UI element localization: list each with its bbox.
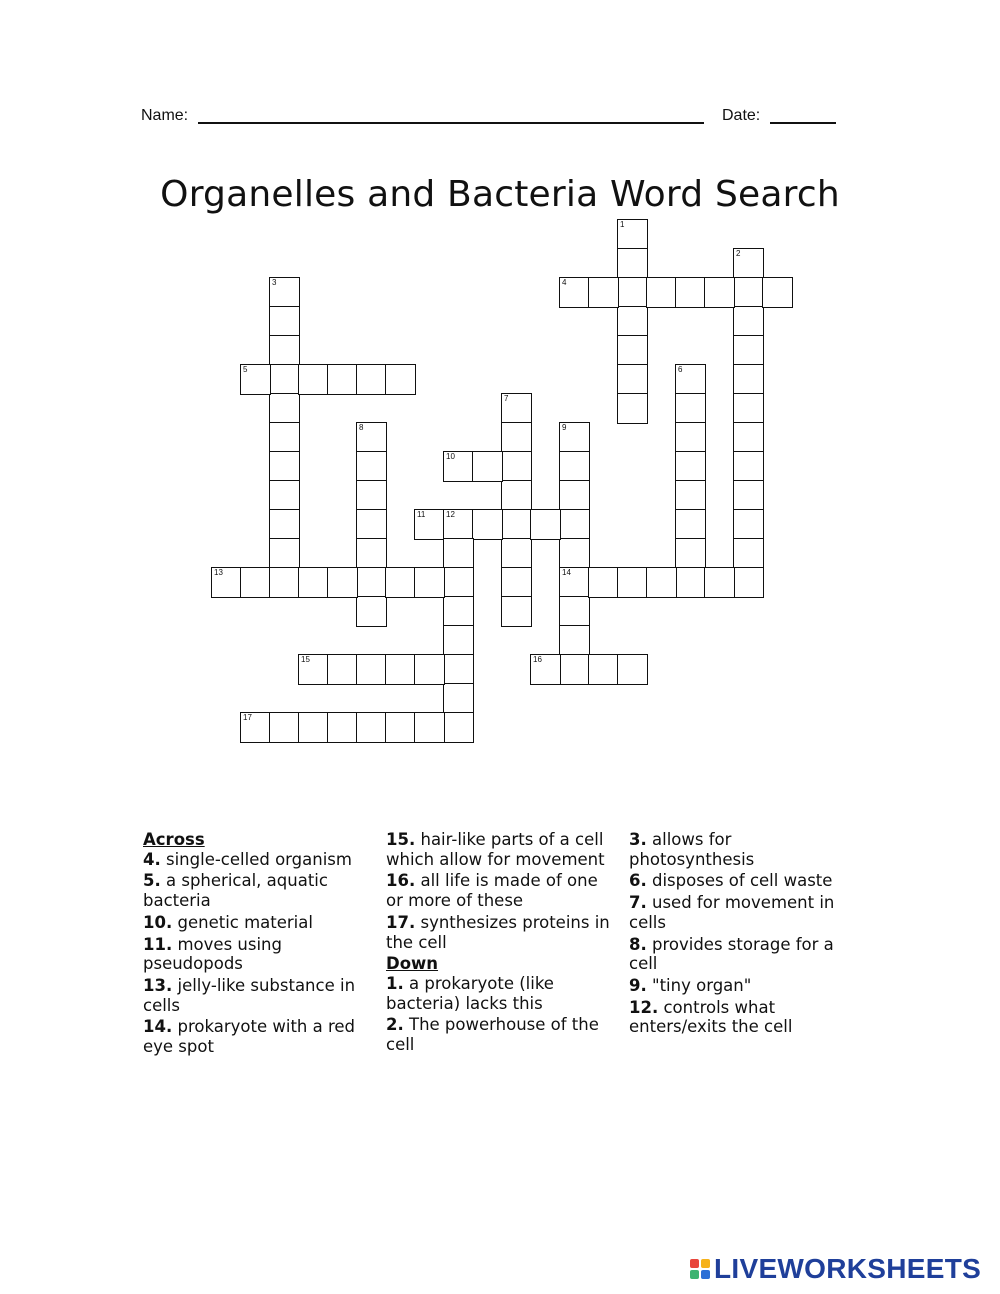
crossword-letter-input[interactable] [560,539,589,568]
crossword-letter-input[interactable] [270,713,299,742]
crossword-cell[interactable] [501,422,532,453]
crossword-cell[interactable] [443,538,474,569]
crossword-cell[interactable] [704,567,735,598]
crossword-cell[interactable] [617,219,648,250]
crossword-letter-input[interactable] [241,365,270,394]
crossword-cell[interactable] [733,248,764,279]
crossword-letter-input[interactable] [270,423,299,452]
crossword-letter-input[interactable] [531,655,560,684]
clue-number: 13 [214,568,223,577]
crossword-letter-input[interactable] [560,510,589,539]
crossword-letter-input[interactable] [589,655,618,684]
crossword-cell[interactable] [443,654,474,685]
clues-column-2 [386,830,616,1057]
crossword-letter-input[interactable] [357,539,386,568]
crossword-letter-input[interactable] [618,307,647,336]
crossword-cell[interactable] [559,277,590,308]
crossword-letter-input[interactable] [444,713,473,742]
crossword-cell[interactable] [414,712,445,743]
crossword-cell[interactable] [675,393,706,424]
crossword-letter-input[interactable] [560,278,589,307]
clues-column-1 [143,830,373,1059]
clue-number: 7 [504,394,509,403]
crossword-cell[interactable] [269,712,300,743]
crossword-cell[interactable] [501,480,532,511]
crossword-letter-input[interactable] [618,249,647,278]
crossword-letter-input[interactable] [473,510,502,539]
crossword-cell[interactable] [617,364,648,395]
crossword-letter-input[interactable] [241,568,270,597]
crossword-letter-input[interactable] [444,626,473,655]
crossword-cell[interactable] [298,654,329,685]
crossword-letter-input[interactable] [415,713,444,742]
crossword-cell[interactable] [530,509,561,540]
crossword-letter-input[interactable] [589,278,618,307]
clue-number: 8 [359,423,364,432]
crossword-cell[interactable] [675,480,706,511]
crossword-letter-input[interactable] [560,481,589,510]
crossword-letter-input[interactable] [386,365,415,394]
crossword-cell[interactable] [414,654,445,685]
crossword-cell[interactable] [501,596,532,627]
crossword-cell[interactable] [327,654,358,685]
crossword-letter-input[interactable] [241,713,270,742]
crossword-cell[interactable] [501,538,532,569]
crossword-letter-input[interactable] [444,655,473,684]
crossword-letter-input[interactable] [270,510,299,539]
crossword-cell[interactable] [269,451,300,482]
crossword-letter-input[interactable] [647,568,676,597]
clue-number: 4 [562,278,567,287]
crossword-cell[interactable] [675,451,706,482]
crossword-cell[interactable] [356,654,387,685]
clue-number: 11 [417,510,426,519]
crossword-cell[interactable] [733,422,764,453]
crossword-cell[interactable] [269,480,300,511]
clue-down-3: 3. allows for photosynthesis [629,830,755,869]
crossword-letter-input[interactable] [618,568,647,597]
crossword-letter-input[interactable] [618,394,647,423]
crossword-letter-input[interactable] [357,423,386,452]
crossword-letter-input[interactable] [647,278,676,307]
crossword-letter-input[interactable] [386,568,415,597]
crossword-cell[interactable] [356,364,387,395]
crossword-letter-input[interactable] [415,510,444,539]
crossword-letter-input[interactable] [734,568,763,597]
crossword-letter-input[interactable] [560,655,589,684]
crossword-cell[interactable] [559,538,590,569]
clue-across-14: 14. prokaryote with a red eye spot [143,1017,356,1057]
crossword-letter-input[interactable] [734,336,763,365]
crossword-letter-input[interactable] [444,539,473,568]
crossword-cell[interactable] [733,277,764,308]
crossword-letter-input[interactable] [444,452,473,481]
crossword-cell[interactable] [588,567,619,598]
crossword-cell[interactable] [327,567,358,598]
crossword-letter-input[interactable] [734,481,763,510]
crossword-letter-input[interactable] [444,684,473,713]
crossword-cell[interactable] [443,712,474,743]
crossword-letter-input[interactable] [734,539,763,568]
crossword-cell[interactable] [501,509,532,540]
crossword-cell[interactable] [356,480,387,511]
crossword-letter-input[interactable] [386,655,415,684]
clue-down-2: 2. The powerhouse of the cell [386,1015,599,1055]
crossword-cell[interactable] [356,712,387,743]
crossword-cell[interactable] [269,393,300,424]
crossword-letter-input[interactable] [589,568,618,597]
crossword-cell[interactable] [733,480,764,511]
crossword-cell[interactable] [675,509,706,540]
crossword-cell[interactable] [733,393,764,424]
crossword-cell[interactable] [385,654,416,685]
crossword-letter-input[interactable] [676,423,705,452]
down-heading: Down [386,954,439,974]
logo-mark-icon [690,1259,710,1279]
crossword-cell[interactable] [356,538,387,569]
crossword-cell[interactable] [559,422,590,453]
clue-across-15: 15. hair-like parts of a cell which allow for movement [386,830,605,869]
crossword-letter-input[interactable] [676,510,705,539]
crossword-cell[interactable] [646,567,677,598]
clue-across-17: 17. synthesizes proteins in the cell [386,912,610,952]
crossword-cell[interactable] [646,277,677,308]
page-title: Organelles and Bacteria Word Search [160,174,840,216]
crossword-cell[interactable] [298,364,329,395]
crossword-letter-input[interactable] [502,423,531,452]
crossword-letter-input[interactable] [299,713,328,742]
crossword-cell[interactable] [559,509,590,540]
crossword-cell[interactable] [269,567,300,598]
clue-number: 10 [446,452,455,461]
crossword-cell[interactable] [617,306,648,337]
crossword-cell[interactable] [443,451,474,482]
crossword-cell[interactable] [327,364,358,395]
clue-down-8: 8. provides storage for a cell [629,934,834,974]
crossword-letter-input[interactable] [357,365,386,394]
clue-number: 14 [562,568,571,577]
crossword-cell[interactable] [588,277,619,308]
clue-across-11: 11. moves using pseudopods [143,934,282,974]
crossword-cell[interactable] [298,712,329,743]
crossword-letter-input[interactable] [357,597,386,626]
crossword-letter-input[interactable] [676,539,705,568]
crossword-letter-input[interactable] [676,452,705,481]
crossword-letter-input[interactable] [357,452,386,481]
crossword-cell[interactable] [675,567,706,598]
crossword-letter-input[interactable] [299,655,328,684]
crossword-cell[interactable] [443,625,474,656]
crossword-letter-input[interactable] [502,539,531,568]
crossword-cell[interactable] [269,335,300,366]
crossword-cell[interactable] [733,364,764,395]
name-label: Name: [141,107,189,124]
crossword-letter-input[interactable] [270,539,299,568]
crossword-letter-input[interactable] [270,394,299,423]
crossword-letter-input[interactable] [734,249,763,278]
crossword-letter-input[interactable] [618,220,647,249]
crossword-cell[interactable] [617,248,648,279]
crossword-cell[interactable] [617,654,648,685]
crossword-letter-input[interactable] [676,481,705,510]
crossword-letter-input[interactable] [531,510,560,539]
crossword-letter-input[interactable] [444,510,473,539]
crossword-letter-input[interactable] [502,597,531,626]
logo-text: LIVEWORKSHEETS [714,1253,982,1284]
crossword-cell[interactable] [269,509,300,540]
crossword-cell[interactable] [704,277,735,308]
crossword-cell[interactable] [443,683,474,714]
crossword-cell[interactable] [269,277,300,308]
crossword-cell[interactable] [675,422,706,453]
crossword-letter-input[interactable] [705,568,734,597]
crossword-cell[interactable] [617,393,648,424]
crossword-cell[interactable] [356,596,387,627]
crossword-cell[interactable] [385,712,416,743]
crossword-cell[interactable] [443,567,474,598]
crossword-letter-input[interactable] [618,336,647,365]
crossword-cell[interactable] [501,393,532,424]
crossword-letter-input[interactable] [618,655,647,684]
crossword-letter-input[interactable] [357,713,386,742]
crossword-cell[interactable] [617,277,648,308]
clues-column-3 [629,830,844,1039]
crossword-cell[interactable] [385,567,416,598]
crossword-cell[interactable] [588,654,619,685]
clue-number: 1 [620,220,625,229]
crossword-cell[interactable] [617,335,648,366]
crossword-letter-input[interactable] [560,626,589,655]
crossword-letter-input[interactable] [270,481,299,510]
crossword-cell[interactable] [501,451,532,482]
crossword-letter-input[interactable] [415,568,444,597]
clue-down-1: 1. a prokaryote (like bacteria) lacks this [386,973,554,1013]
crossword-letter-input[interactable] [444,597,473,626]
crossword-letter-input[interactable] [386,713,415,742]
crossword-letter-input[interactable] [299,365,328,394]
clue-number: 5 [243,365,248,374]
clue-number: 6 [678,365,683,374]
crossword-letter-input[interactable] [270,336,299,365]
crossword-letter-input[interactable] [270,278,299,307]
clue-down-12: 12. controls what enters/exits the cell [629,997,793,1037]
crossword-letter-input[interactable] [357,481,386,510]
crossword-cell[interactable] [356,509,387,540]
liveworksheets-logo [690,1254,981,1284]
crossword-cell[interactable] [356,451,387,482]
crossword-letter-input[interactable] [473,452,502,481]
crossword-letter-input[interactable] [502,510,531,539]
crossword-letter-input[interactable] [734,278,763,307]
crossword-cell[interactable] [269,422,300,453]
crossword-letter-input[interactable] [705,278,734,307]
crossword-letter-input[interactable] [560,568,589,597]
crossword-cell[interactable] [559,480,590,511]
crossword-letter-input[interactable] [357,568,386,597]
crossword-letter-input[interactable] [502,394,531,423]
clue-across-4: 4. single-celled organism [143,849,352,869]
crossword-letter-input[interactable] [734,452,763,481]
crossword-cell[interactable] [675,538,706,569]
crossword-cell[interactable] [472,451,503,482]
crossword-letter-input[interactable] [357,510,386,539]
crossword-cell[interactable] [733,567,764,598]
crossword-cell[interactable] [762,277,793,308]
crossword-letter-input[interactable] [734,307,763,336]
crossword-letter-input[interactable] [357,655,386,684]
crossword-letter-input[interactable] [270,568,299,597]
crossword-letter-input[interactable] [734,365,763,394]
clue-number: 3 [272,278,277,287]
crossword-cell[interactable] [733,335,764,366]
crossword-letter-input[interactable] [560,423,589,452]
crossword-cell[interactable] [211,567,242,598]
clue-number: 9 [562,423,567,432]
clue-down-9: 9. "tiny organ" [629,975,752,995]
crossword-letter-input[interactable] [734,510,763,539]
crossword-cell[interactable] [414,509,445,540]
crossword-cell[interactable] [443,509,474,540]
crossword-letter-input[interactable] [734,423,763,452]
crossword-letter-input[interactable] [502,452,531,481]
clue-number: 17 [243,713,252,722]
crossword-cell[interactable] [501,567,532,598]
crossword-letter-input[interactable] [328,568,357,597]
crossword-letter-input[interactable] [270,307,299,336]
crossword-letter-input[interactable] [212,568,241,597]
crossword-cell[interactable] [530,654,561,685]
clue-number: 16 [533,655,542,664]
crossword-cell[interactable] [559,451,590,482]
crossword-cell[interactable] [269,538,300,569]
crossword-letter-input[interactable] [328,655,357,684]
across-heading: Across [143,830,205,849]
crossword-cell[interactable] [559,654,590,685]
crossword-cell[interactable] [269,364,300,395]
crossword-cell[interactable] [327,712,358,743]
crossword-letter-input[interactable] [676,394,705,423]
crossword-letter-input[interactable] [676,568,705,597]
crossword-letter-input[interactable] [444,568,473,597]
clue-down-6: 6. disposes of cell waste [629,871,833,891]
clue-number: 15 [301,655,310,664]
crossword-letter-input[interactable] [763,278,792,307]
crossword-letter-input[interactable] [676,278,705,307]
clue-across-5: 5. a spherical, aquatic bacteria [143,871,328,911]
crossword-cell[interactable] [675,364,706,395]
crossword-cell[interactable] [443,596,474,627]
clue-across-13: 13. jelly-like substance in cells [143,975,356,1015]
crossword-letter-input[interactable] [299,568,328,597]
crossword-cell[interactable] [559,567,590,598]
crossword-letter-input[interactable] [270,452,299,481]
clue-number: 12 [446,510,455,519]
crossword-cell[interactable] [559,596,590,627]
crossword-cell[interactable] [414,567,445,598]
crossword-cell[interactable] [240,567,271,598]
crossword-cell[interactable] [240,364,271,395]
crossword-letter-input[interactable] [560,452,589,481]
crossword-cell[interactable] [733,509,764,540]
crossword-letter-input[interactable] [618,365,647,394]
crossword-cell[interactable] [675,277,706,308]
crossword-letter-input[interactable] [502,568,531,597]
clue-across-10: 10. genetic material [143,912,313,932]
crossword-letter-input[interactable] [676,365,705,394]
crossword-letter-input[interactable] [328,365,357,394]
crossword-letter-input[interactable] [415,655,444,684]
crossword-letter-input[interactable] [328,713,357,742]
crossword-cell[interactable] [385,364,416,395]
crossword-letter-input[interactable] [618,278,647,307]
crossword-cell[interactable] [356,567,387,598]
crossword-cell[interactable] [733,306,764,337]
crossword-letter-input[interactable] [502,481,531,510]
date-label: Date: [722,107,761,124]
clue-across-16: 16. all life is made of one or more of these [386,871,598,911]
crossword-cell[interactable] [733,538,764,569]
crossword-letter-input[interactable] [560,597,589,626]
clue-down-7: 7. used for movement in cells [629,893,835,932]
crossword-cell[interactable] [298,567,329,598]
crossword-cell[interactable] [356,422,387,453]
crossword-cell[interactable] [733,451,764,482]
crossword-cell[interactable] [269,306,300,337]
crossword-cell[interactable] [559,625,590,656]
crossword-cell[interactable] [240,712,271,743]
crossword-letter-input[interactable] [734,394,763,423]
crossword-cell[interactable] [472,509,503,540]
crossword-letter-input[interactable] [270,365,299,394]
crossword-cell[interactable] [617,567,648,598]
clue-number: 2 [736,249,741,258]
